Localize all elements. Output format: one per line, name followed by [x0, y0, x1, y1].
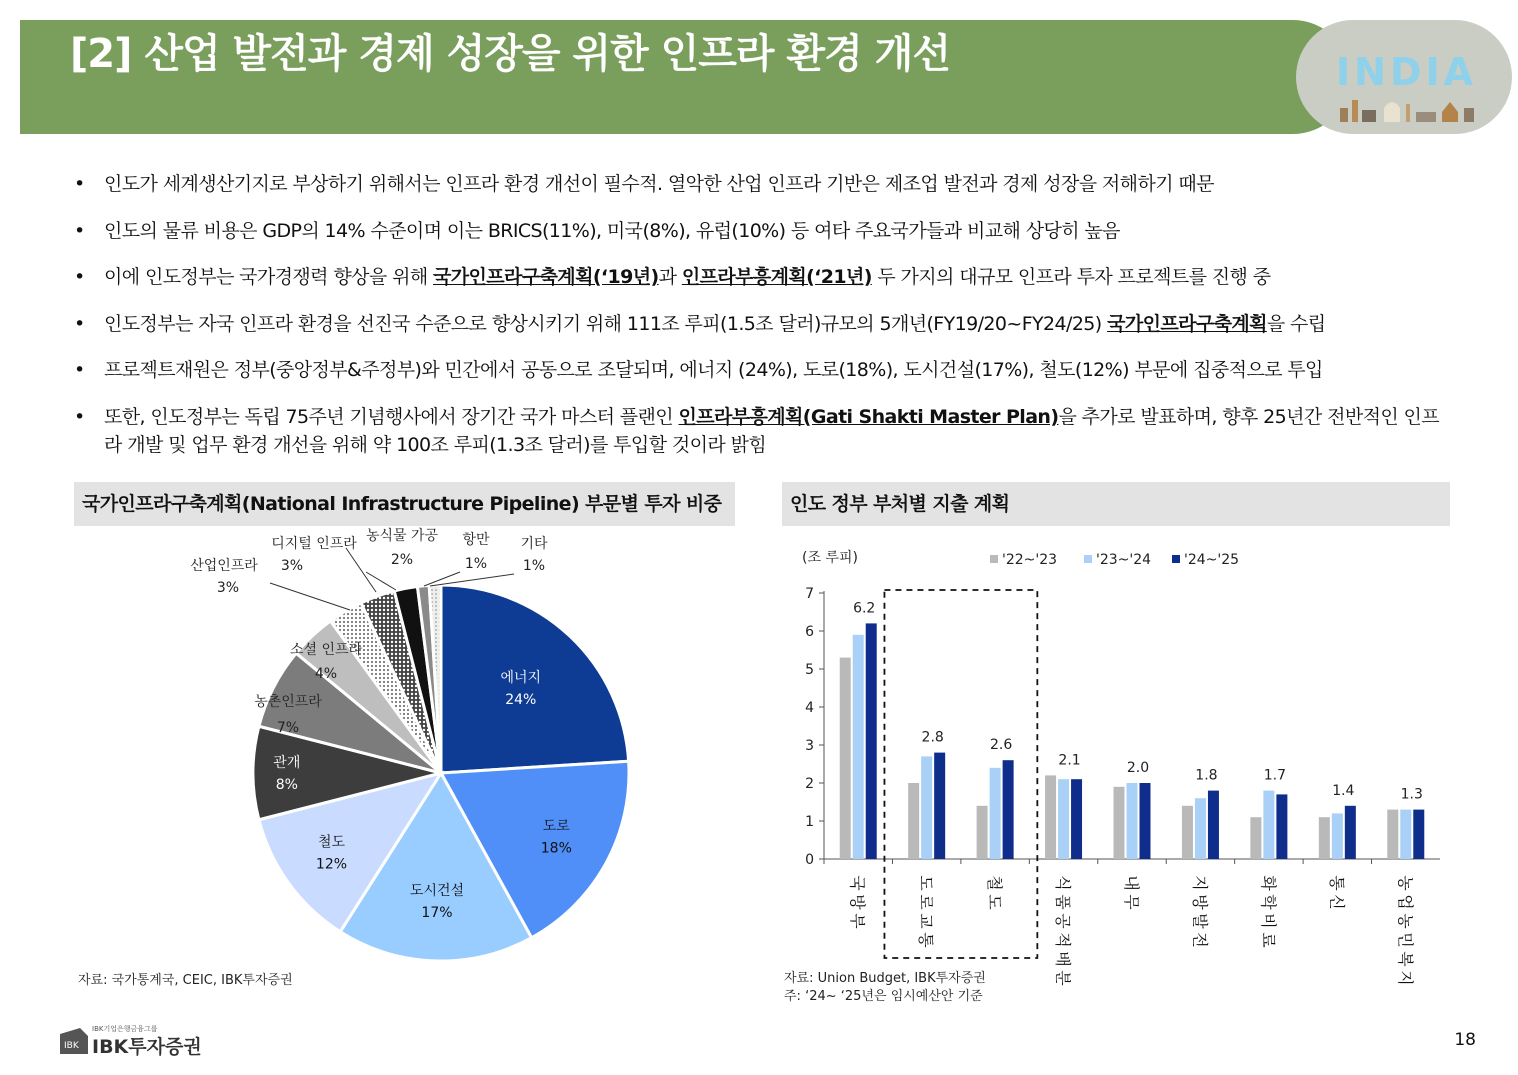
india-logo-text: INDIA	[1336, 50, 1478, 94]
pie-chart	[74, 528, 674, 968]
x-category-char: 방	[848, 894, 868, 910]
bullet-text: 이에 인도정부는 국가경쟁력 향상을 위해	[104, 266, 434, 289]
pie-label: 디지털 인프라	[271, 536, 357, 552]
y-tick-label: 0	[805, 852, 814, 868]
bullet-text: 인도가 세계생산기지로 부상하기 위해서는 인프라 환경 개선이 필수적. 열악한 산업 인프라 기반은 제조업 발전과 경제 성장을 저해하기 때문	[104, 173, 1214, 195]
bullet-highlight: 인프라부흥계획(‘21년)	[681, 266, 872, 289]
x-category-char: 분	[1053, 970, 1073, 986]
pie-label: 철도	[317, 834, 346, 851]
pie-label: 도로	[542, 818, 570, 835]
y-tick-label: 7	[805, 586, 814, 602]
x-category-char: 료	[1258, 932, 1278, 948]
bullet-item	[74, 403, 1444, 459]
bar	[1127, 783, 1138, 859]
ibk-company-text: IBK투자증권	[92, 1036, 202, 1058]
x-category-char: 내	[1122, 875, 1141, 891]
pie-label: 에너지	[500, 670, 542, 687]
bar-data-label: 2.8	[921, 729, 944, 746]
x-category-char: 배	[1053, 951, 1073, 967]
y-tick-label: 1	[805, 814, 814, 830]
bar	[1263, 791, 1274, 859]
bar	[1140, 783, 1151, 859]
x-category-char: 방	[1190, 894, 1210, 910]
x-category-char: 전	[1190, 932, 1210, 948]
bar	[1250, 817, 1261, 859]
bullet-item	[74, 310, 1444, 338]
skyline-icon	[1340, 94, 1480, 122]
bar	[977, 806, 988, 859]
pie-value: 7%	[276, 720, 300, 736]
bar-section-heading: 인도 정부 부처별 지출 계획	[782, 482, 1450, 526]
bar	[1045, 775, 1056, 859]
legend-label: '23~'24	[1096, 552, 1152, 568]
x-category-char: 지	[1395, 970, 1415, 986]
bullet-highlight: 인프라부흥계획(Gati Shakti Master Plan)	[678, 405, 1059, 428]
x-category-char: 신	[1327, 894, 1347, 910]
y-tick-label: 4	[805, 700, 814, 716]
bullet-text: 을 추가로 발표하며, 향후 25년간 전반적인 인프라 개발 및 업무 환경 개선을 위해 약 100조 루피(1.3조 달러)를 투입할 것이라 밝힘	[104, 405, 1440, 456]
bullet-item	[74, 263, 1444, 291]
bar	[853, 635, 864, 859]
x-category-char: 도	[985, 894, 1005, 910]
x-category-char: 식	[1053, 875, 1073, 891]
bullet-item	[74, 356, 1444, 384]
x-category-char: 무	[1122, 894, 1141, 910]
bar	[840, 658, 851, 859]
pie-value: 17%	[421, 904, 453, 921]
bar	[1345, 806, 1356, 859]
bullet-item	[74, 217, 1444, 245]
pie-label: 기타	[520, 536, 548, 552]
y-tick-label: 2	[805, 776, 814, 792]
bar-data-label: 2.6	[989, 737, 1013, 754]
legend-label: '22~'23	[1002, 552, 1058, 568]
x-category-char: 적	[1053, 932, 1073, 948]
bullet-text: 프로젝트재원은 정부(중앙정부&주정부)와 민간에서 공동으로 조달되며, 에너지 (24%), 도로(18%), 도시건설(17%), 철도(12%) 부문에 집중적으로 투입	[104, 359, 1323, 382]
leader-line	[270, 583, 350, 610]
india-logo	[1296, 20, 1512, 134]
x-category-char: 화	[1258, 875, 1278, 891]
pie-section-heading: 국가인프라구축계획(National Infrastructure Pipeline) 부문별 투자 비중	[74, 482, 735, 526]
pie-value: 18%	[540, 840, 572, 857]
pie-value: 3%	[216, 580, 240, 596]
pie-label: 항만	[462, 532, 490, 548]
bullet-item	[74, 170, 1444, 198]
x-category-char: 민	[1395, 932, 1415, 948]
legend-swatch	[1084, 555, 1092, 563]
bar	[1276, 794, 1287, 859]
legend-swatch	[990, 555, 998, 563]
bar-unit-label: (조 루피)	[802, 550, 858, 566]
x-category-char: 농	[1395, 913, 1415, 929]
bar	[1413, 810, 1424, 859]
pie-value: 12%	[315, 856, 348, 873]
pie-label: 도시건설	[409, 882, 465, 899]
pie-value: 1%	[522, 558, 546, 574]
pie-value: 2%	[390, 552, 414, 568]
bar	[1182, 806, 1193, 859]
bullet-text: 인도의 물류 비용은 GDP의 14% 수준이며 이는 BRICS(11%), 미국(8%), 유럽(10%) 등 여타 주요국가들과 비교해 상당히 높음	[104, 219, 1120, 242]
ibk-group-text: IBK기업은행금융그룹	[92, 1025, 158, 1033]
page-number: 18	[1454, 1030, 1476, 1050]
bullet-text: 인도정부는 자국 인프라 환경을 선진국 수준으로 향상시키기 위해 111조 루피(1.5조 달러)규모의 5개년(FY19/20~FY24/25)	[104, 312, 1108, 335]
bullet-list	[74, 170, 1444, 478]
bar-data-label: 1.7	[1263, 767, 1287, 784]
bar-data-label: 2.1	[1058, 752, 1081, 769]
pie-label: 농촌인프라	[254, 694, 322, 710]
x-category-char: 로	[916, 894, 936, 910]
y-tick-label: 5	[805, 662, 814, 678]
bar	[934, 753, 945, 859]
x-category-char: 비	[1258, 913, 1278, 929]
x-category-char: 복	[1395, 951, 1415, 967]
x-category-char: 도	[916, 875, 936, 891]
x-category-char: 농	[1395, 875, 1415, 891]
pie-label: 소셜 인프라	[289, 642, 363, 658]
bullet-text: 을 수립	[1266, 312, 1326, 335]
bullet-highlight: 국가인프라구축계획(‘19년)	[433, 266, 659, 289]
leader-line	[346, 548, 376, 592]
bar-data-label: 1.3	[1400, 786, 1423, 803]
bar	[1319, 817, 1330, 859]
legend-label: '24~'25	[1184, 552, 1240, 568]
page-title: [2] 산업 발전과 경제 성장을 위한 인프라 환경 개선	[70, 31, 950, 77]
pie-label: 농식물 가공	[365, 528, 439, 544]
pie-label: 산업인프라	[190, 558, 258, 574]
ibk-mark-text: IBK	[64, 1041, 79, 1051]
x-category-char: 지	[1190, 875, 1210, 891]
bullet-highlight: 국가인프라구축계획	[1107, 312, 1267, 335]
bar-data-label: 1.4	[1332, 782, 1355, 799]
bar-data-label: 1.8	[1195, 767, 1218, 784]
bar	[1332, 813, 1343, 859]
x-category-char: 발	[1190, 913, 1210, 929]
x-category-char: 학	[1258, 894, 1278, 910]
bar	[1071, 779, 1082, 859]
pie-value: 3%	[280, 558, 304, 574]
bar	[990, 768, 1001, 859]
x-category-char: 교	[916, 913, 936, 929]
bar	[908, 783, 919, 859]
bar	[1058, 779, 1069, 859]
y-tick-label: 6	[805, 624, 814, 640]
bullet-text: 과	[658, 266, 682, 289]
bar	[1195, 798, 1206, 859]
ibk-mark-icon	[58, 1026, 90, 1056]
bar	[1114, 787, 1125, 859]
x-category-char: 통	[1327, 875, 1347, 891]
bar	[1400, 810, 1411, 859]
highlight-box	[884, 590, 1037, 958]
bar-data-label: 6.2	[853, 600, 876, 617]
bar-note: 주: ‘24~ ‘25년은 임시예산안 기준	[784, 989, 983, 1004]
x-category-char: 통	[916, 932, 936, 948]
bar	[1003, 760, 1014, 859]
bar	[921, 756, 932, 859]
x-category-char: 업	[1395, 894, 1415, 910]
x-category-char: 부	[848, 913, 868, 929]
bullet-text: 또한, 인도정부는 독립 75주년 기념행사에서 장기간 국가 마스터 플랜인	[104, 405, 679, 428]
pie-source: 자료: 국가통계국, CEIC, IBK투자증권	[78, 973, 293, 988]
bar-source: 자료: Union Budget, IBK투자증권	[784, 971, 986, 986]
x-category-char: 철	[985, 875, 1005, 891]
bullet-text: 두 가지의 대규모 인프라 투자 프로젝트를 진행 중	[871, 266, 1271, 289]
x-category-char: 품	[1053, 894, 1073, 910]
x-category-char: 국	[848, 875, 868, 891]
bar-data-label: 2.0	[1126, 760, 1150, 776]
pie-value: 4%	[314, 666, 338, 682]
bar	[1387, 810, 1398, 859]
pie-value: 24%	[505, 692, 537, 709]
pie-value: 1%	[464, 556, 488, 572]
x-category-char: 공	[1053, 913, 1073, 929]
leader-line	[430, 574, 514, 586]
legend-swatch	[1172, 555, 1180, 563]
bar	[1208, 791, 1219, 859]
pie-label: 관개	[273, 755, 301, 771]
pie-value: 8%	[275, 777, 298, 793]
leader-line	[366, 572, 396, 590]
y-tick-label: 3	[805, 738, 814, 754]
bar	[866, 623, 877, 859]
